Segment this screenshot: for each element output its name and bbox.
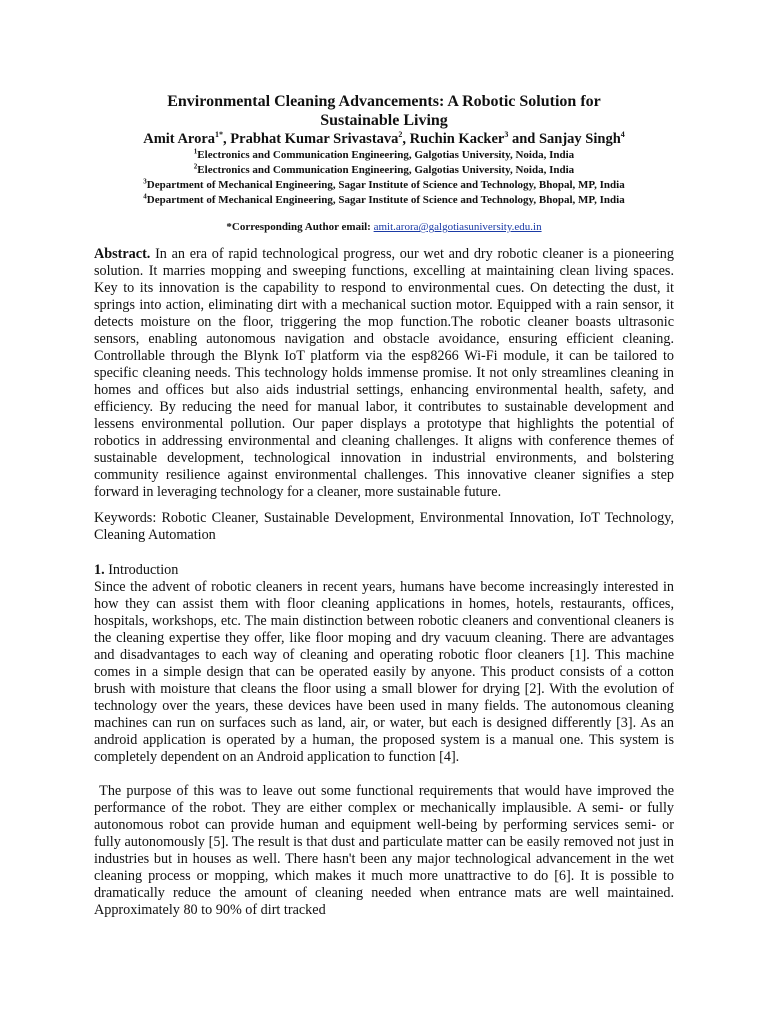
author-name: Prabhat Kumar Srivastava bbox=[230, 131, 399, 147]
author-superscript: 3 bbox=[504, 130, 509, 140]
section-number: 1. bbox=[94, 562, 105, 578]
author-separator: and bbox=[508, 131, 539, 147]
affiliation-superscript: 3 bbox=[143, 177, 147, 186]
author-separator: , bbox=[223, 131, 231, 147]
paper-title: Environmental Cleaning Advancements: A Robotic Solution for Sustainable Living bbox=[167, 93, 601, 129]
affiliation-text: Electronics and Communication Engineering, Galgotias University, Noida, India bbox=[197, 149, 575, 161]
affiliation-text: Department of Mechanical Engineering, Sagar Institute of Science and Technology, Bhopal, MP, India bbox=[146, 194, 625, 206]
affiliation bbox=[94, 148, 674, 163]
body-paragraph: The purpose of this was to leave out some functional requirements that would have improved the performance of the robot. They are either complex or mechanically implausible. A semi- or fully autonomous robot can provide human and equipment well-being by performing services semi- or fully autonomously [5]. The result is that dust and particulate matter can be easily removed not just in industries but in houses as well. There hasn't been any major technological advancement in the wet cleaning process or mopping, which makes it much more unattractive to do [6]. It is possible to dramatically reduce the amount of cleaning needed when entrance mats are well maintained. Approximately 80 to 90% of dirt tracked bbox=[94, 783, 674, 918]
author-superscript: 2 bbox=[398, 130, 403, 140]
author-list bbox=[94, 131, 674, 148]
section-heading bbox=[94, 562, 674, 579]
author-name: Amit Arora bbox=[143, 131, 216, 147]
affiliation-text: Department of Mechanical Engineering, Sagar Institute of Science and Technology, Bhopal, MP, India bbox=[146, 179, 625, 191]
affiliation-superscript: 2 bbox=[193, 162, 198, 171]
section-title: Introduction bbox=[104, 562, 179, 578]
affiliation-text: Electronics and Communication Engineering, Galgotias University, Noida, India bbox=[197, 164, 575, 176]
author-name: Sanjay Singh bbox=[538, 131, 621, 147]
affiliation-superscript: 4 bbox=[143, 192, 147, 201]
author-name: Ruchin Kacker bbox=[409, 131, 505, 147]
affiliation bbox=[94, 163, 674, 178]
author-separator: , bbox=[402, 131, 410, 147]
corresponding-email-link[interactable]: amit.arora@galgotiasuniversity.edu.in bbox=[373, 221, 542, 233]
corresponding-author bbox=[94, 220, 674, 234]
author-superscript: 4 bbox=[620, 130, 625, 140]
author-superscript: 1* bbox=[215, 130, 224, 140]
abstract bbox=[94, 246, 674, 501]
abstract-text: In an era of rapid technological progress, our wet and dry robotic cleaner is a pioneering solution. It marries mopping and sweeping functions, excelling at maintaining clean living spaces. Key to its innovation is the capability to respond to environmental cues. On detecting the dust, it springs into action, eliminating dirt with a mechanical suction motor. Equipped with a rain sensor, it detects moisture on the floor, triggering the mop function.The robotic cleaner boasts ultrasonic sensors, enabling autonomous navigation and obstacle avoidance, ensuring efficient cleaning. Controllable through the Blynk IoT platform via the esp8266 Wi-Fi module, it can be tailored to specific cleaning needs. This technology holds immense promise. It not only streamlines cleaning in homes and offices but also aids industrial settings, enhancing environmental health, safety, and efficiency. By reducing the need for manual labor, it contributes to sustainable development and lessens environmental pollution. Our paper displays a prototype that highlights the potential of robotics in addressing environmental and cleaning challenges. It aligns with conference themes of sustainable development, technological innovation in industrial environments, and bolstering community resilience against environmental challenges. This innovative cleaner signifies a step forward in leveraging technology for a cleaner, more sustainable future. bbox=[94, 246, 674, 500]
body-paragraph: Since the advent of robotic cleaners in recent years, humans have become increasingly interested in how they can assist them with floor cleaning applications in homes, hotels, restaurants, offices, hospitals, workshops, etc. The main distinction between robotic cleaners and conventional cleaners is the cleaning expertise they offer, like floor moping and dry vacuum cleaning. There are advantages and disadvantages to each way of cleaning and operating robotic floor cleaners [1]. This machine comes in a simple design that can be operated easily by anyone. This product consists of a cotton brush with moisture that cleans the floor using a small blower for drying [2]. With the evolution of technology over the years, these devices have been used in many fields. The autonomous cleaning machines can run on surfaces such as land, air, or water, but each is designed differently [3]. As an android application is operated by a human, the proposed system is a manual one. This system is completely dependent on an Android application to function [4]. bbox=[94, 579, 674, 765]
keywords: Keywords: Robotic Cleaner, Sustainable Development, Environmental Innovation, IoT Technology, Cleaning Automation bbox=[94, 510, 674, 543]
corresponding-label: *Corresponding Author email: bbox=[226, 221, 374, 233]
affiliation bbox=[94, 178, 674, 193]
affiliation bbox=[94, 193, 674, 208]
abstract-label: Abstract. bbox=[94, 246, 151, 262]
affiliation-superscript: 1 bbox=[193, 147, 198, 156]
